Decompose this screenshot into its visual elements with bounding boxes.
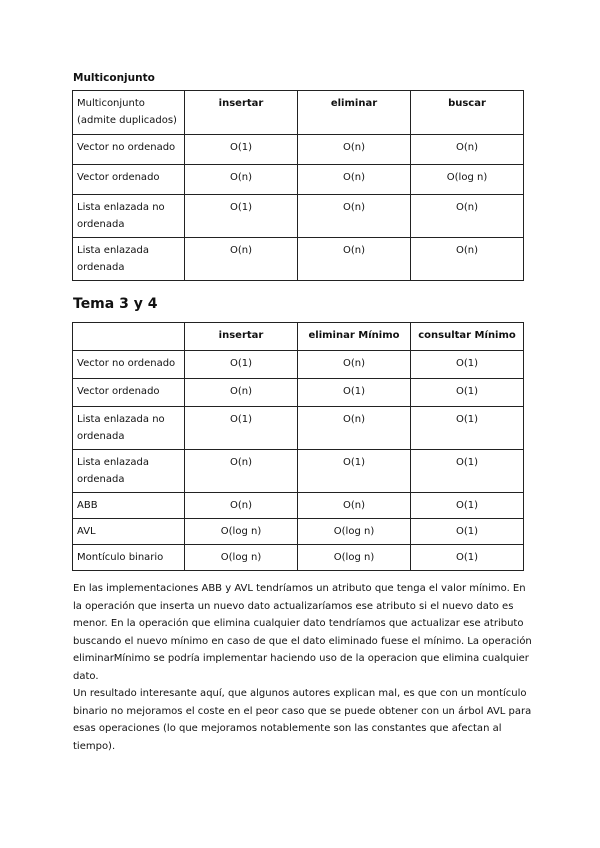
table-cell: O(1) <box>411 519 524 545</box>
multiconjunto-table <box>72 90 524 281</box>
table-row <box>73 379 524 407</box>
table-cell: O(1) <box>411 493 524 519</box>
table-cell: O(n) <box>185 493 298 519</box>
table-cell: Vector no ordenado <box>73 135 185 165</box>
table-cell: O(log n) <box>298 545 411 571</box>
table-row <box>73 351 524 379</box>
section-title-multiconjunto: Multiconjunto <box>73 72 155 84</box>
table-row <box>73 545 524 571</box>
table-cell: O(1) <box>298 379 411 407</box>
table-cell: O(1) <box>185 195 298 238</box>
table-cell: AVL <box>73 519 185 545</box>
table-cell: O(n) <box>298 351 411 379</box>
table-cell: O(n) <box>298 407 411 450</box>
table-cell: Vector ordenado <box>73 379 185 407</box>
table-cell: O(log n) <box>185 519 298 545</box>
table-cell: Vector ordenado <box>73 165 185 195</box>
table-row <box>73 165 524 195</box>
table-cell: O(1) <box>298 450 411 493</box>
table-header-cell: Multiconjunto (admite duplicados) <box>73 91 185 135</box>
table-header-cell: eliminar <box>298 91 411 135</box>
paragraph: Un resultado interesante aquí, que algunos autores explican mal, es que con un montículo binario no mejoramos el coste en el peor caso que se puede obtener con un árbol AVL para esas operaciones (lo que mejoramos notablemente son las constantes que afectan al tiempo). <box>73 688 532 752</box>
table-cell: Lista enlazada ordenada <box>73 450 185 493</box>
table-row <box>73 238 524 281</box>
table-header-row <box>73 91 524 135</box>
table-cell: Montículo binario <box>73 545 185 571</box>
table-row <box>73 135 524 165</box>
table-cell: O(n) <box>411 238 524 281</box>
table-cell: Vector no ordenado <box>73 351 185 379</box>
table-cell: O(n) <box>298 165 411 195</box>
table-header-cell <box>73 323 185 351</box>
tema-3-4-table <box>72 322 524 571</box>
table-cell: Lista enlazada no ordenada <box>73 195 185 238</box>
table-header-cell: insertar <box>185 91 298 135</box>
table-cell: Lista enlazada no ordenada <box>73 407 185 450</box>
table-cell: O(n) <box>185 238 298 281</box>
table-header-cell: buscar <box>411 91 524 135</box>
table-row <box>73 450 524 493</box>
table-header-cell: eliminar Mínimo <box>298 323 411 351</box>
table-header-cell: insertar <box>185 323 298 351</box>
table-cell: O(1) <box>411 450 524 493</box>
table-row <box>73 493 524 519</box>
table-cell: O(1) <box>185 135 298 165</box>
table-cell: O(log n) <box>411 165 524 195</box>
table-header-cell: consultar Mínimo <box>411 323 524 351</box>
table-cell: O(1) <box>185 407 298 450</box>
table-cell: O(n) <box>411 135 524 165</box>
section-title-tema: Tema 3 y 4 <box>73 296 158 312</box>
table-cell: O(n) <box>298 493 411 519</box>
table-cell: O(n) <box>185 379 298 407</box>
table-cell: O(1) <box>411 545 524 571</box>
table-cell: O(n) <box>185 450 298 493</box>
table-cell: ABB <box>73 493 185 519</box>
table-cell: O(n) <box>298 135 411 165</box>
table-cell: O(n) <box>411 195 524 238</box>
table-cell: O(n) <box>298 238 411 281</box>
table-cell: O(log n) <box>298 519 411 545</box>
table-cell: O(log n) <box>185 545 298 571</box>
table-cell: O(1) <box>411 351 524 379</box>
table-header-row <box>73 323 524 351</box>
table-row <box>73 519 524 545</box>
table-cell: O(1) <box>411 407 524 450</box>
paragraph: En las implementaciones ABB y AVL tendríamos un atributo que tenga el valor mínimo. En la operación que inserta un nuevo dato actualizaríamos ese atributo si el nuevo dato es menor. En la operación que elimina cualquier dato tendríamos que actualizar ese atributo buscando el nuevo mínimo en caso de que el dato eliminado fuese el mínimo. La operación eliminarMínimo se podría implementar haciendo uso de la operacion que elimina cualquier dato. <box>73 583 532 682</box>
table-cell: Lista enlazada ordenada <box>73 238 185 281</box>
body-text <box>73 580 533 755</box>
table-cell: O(n) <box>298 195 411 238</box>
table-cell: O(1) <box>411 379 524 407</box>
table-cell: O(1) <box>185 351 298 379</box>
table-row <box>73 407 524 450</box>
table-row <box>73 195 524 238</box>
table-cell: O(n) <box>185 165 298 195</box>
